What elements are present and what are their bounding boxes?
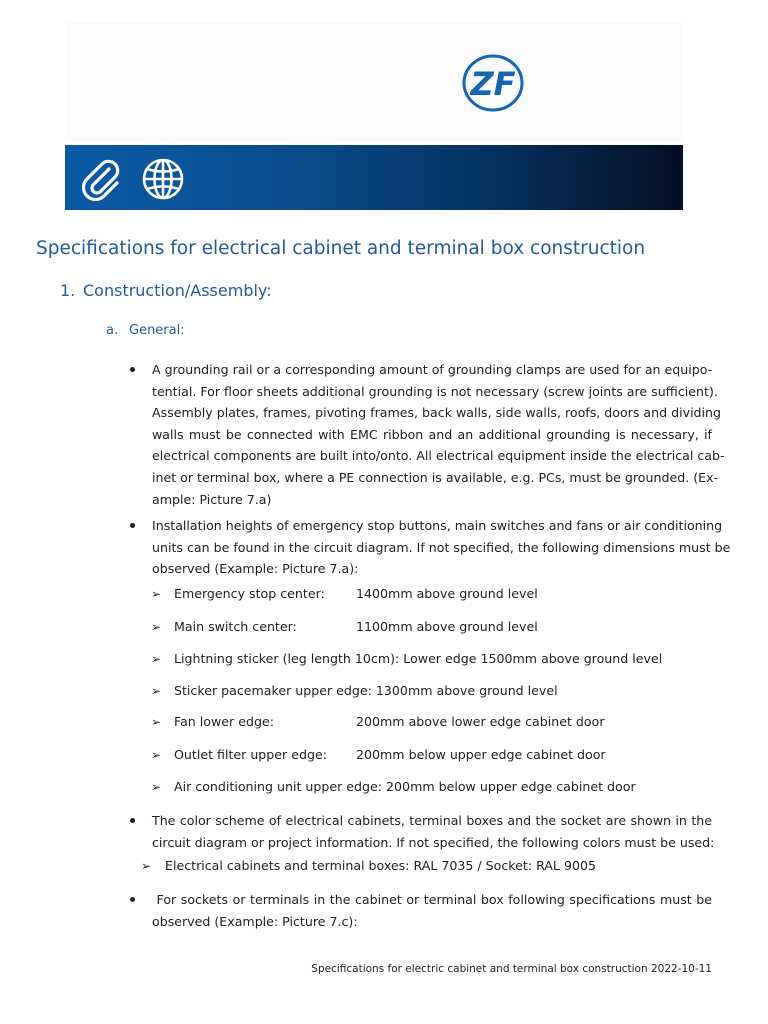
bullet-dot [130,897,135,902]
paragraph-line: ample: Picture 7.a) [152,491,272,507]
paragraph-line: inet or terminal box, where a PE connection is available, e.g. PCs, must be grounded. (Ex- [152,469,719,485]
logo-text: ZF [470,65,516,103]
page-footer: Specifications for electric cabinet and terminal box construction 2022-10-11 [311,963,712,975]
paragraph-line: observed (Example: Picture 7.c): [152,913,358,929]
height-item-label: Air conditioning unit upper edge: 200mm below upper edge cabinet door [174,779,636,794]
paragraph-line: electrical components are built into/onto. All electrical equipment inside the electrical cab- [152,448,725,464]
section-number: 1. [60,281,76,300]
paragraph-line: A grounding rail or a corresponding amount of grounding clamps are used for an equipo- [152,362,713,377]
subsection-number: a. [106,323,119,338]
section-heading [60,281,272,300]
height-item-value: 200mm above lower edge cabinet door [356,714,605,729]
height-item-value: 200mm below upper edge cabinet door [356,747,606,762]
arrow-bullet-icon: ➢ [151,715,162,729]
subsection-label: General: [129,323,185,338]
paragraph-line: tential. For floor sheets additional grounding is not necessary (screw joints are sufficient). [152,383,718,399]
globe-icon [141,157,185,201]
bullet-paragraph-sockets [152,889,712,932]
subsection-heading [106,323,185,338]
paragraph-line: walls must be connected with EMC ribbon and an additional grounding is necessary, if [152,426,712,442]
arrow-bullet-icon: ➢ [151,780,162,794]
document-title: Specifications for electrical cabinet and terminal box construction [36,238,646,259]
paragraph-line: units can be found in the circuit diagram. If not specified, the following dimensions must be [152,539,731,555]
height-item-label: Sticker pacemaker upper edge: 1300mm above ground level [174,683,558,698]
paragraph-line: Assembly plates, frames, pivoting frames, back walls, side walls, roofs, doors and dividing [152,405,722,421]
header-area [65,22,683,142]
paragraph-line: observed (Example: Picture 7.a): [152,561,359,577]
bullet-dot [130,818,135,823]
arrow-bullet-icon: ➢ [151,652,162,666]
bullet-dot [130,523,135,528]
zf-logo [462,54,524,112]
arrow-bullet-icon: ➢ [151,620,162,634]
height-item-value: 1100mm above ground level [356,619,538,634]
paragraph-line: circuit diagram or project information. If not specified, the following colors must be used: [152,834,715,850]
paperclip-icon [79,157,123,201]
bullet-paragraph-grounding [152,359,725,510]
paragraph-line: For sockets or terminals in the cabinet or terminal box following specifications must be [152,892,712,907]
height-item-label: Emergency stop center: [174,586,325,601]
bullet-dot [130,367,135,372]
arrow-bullet-icon: ➢ [141,859,152,873]
color-item-label: Electrical cabinets and terminal boxes: RAL 7035 / Socket: RAL 9005 [165,858,596,873]
height-item-label: Lightning sticker (leg length 10cm): Lower edge 1500mm above ground level [174,651,663,666]
paragraph-line: The color scheme of electrical cabinets, terminal boxes and the socket are shown in the [152,813,712,828]
height-item-label: Main switch center: [174,619,297,634]
header-banner [65,145,683,210]
arrow-bullet-icon: ➢ [151,684,162,698]
height-item-value: 1400mm above ground level [356,586,538,601]
paragraph-line: Installation heights of emergency stop buttons, main switches and fans or air conditioning [152,518,723,533]
bullet-paragraph-colors [152,810,715,853]
arrow-bullet-icon: ➢ [151,748,162,762]
height-item-label: Fan lower edge: [174,714,274,729]
section-label: Construction/Assembly: [83,281,272,300]
bullet-paragraph-heights [152,515,731,580]
arrow-bullet-icon: ➢ [151,587,162,601]
height-item-label: Outlet filter upper edge: [174,747,327,762]
